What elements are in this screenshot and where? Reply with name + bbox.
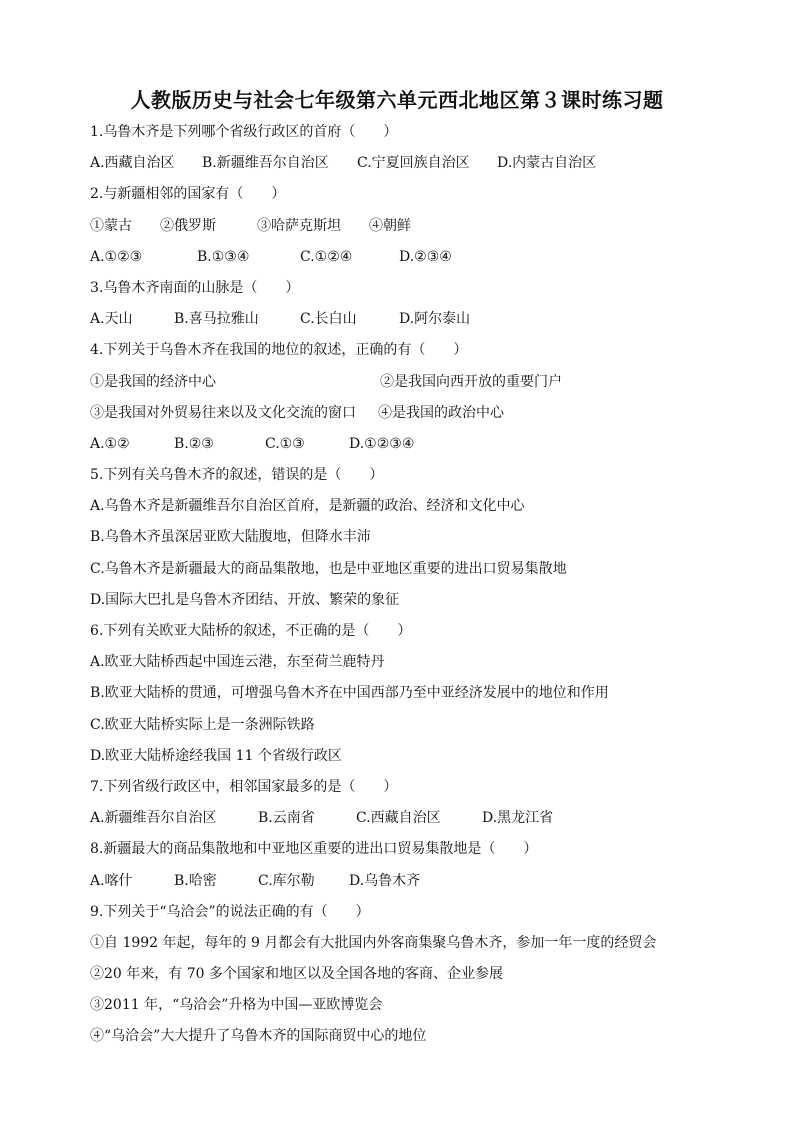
item-row [90,216,730,247]
option-c: C.宁夏回族自治区 [357,155,470,172]
item-3: ③2011 年，“乌洽会”升格为中国—亚欧博览会 [90,997,383,1014]
page-title: 人教版历史与社会七年级第六单元西北地区第３课时练习题 [130,88,664,112]
option-d: D.①②③④ [349,435,415,452]
option-c: C.①②④ [300,248,353,265]
option-a: A.①② [90,435,130,452]
question-list [90,122,730,1058]
item-4: ④是我国的政治中心 [378,404,504,421]
question-stem: 3.乌鲁木齐南面的山脉是（ ） [90,279,300,296]
option-b: B.喜马拉雅山 [174,311,259,328]
item-4: ④“乌洽会”大大提升了乌鲁木齐的国际商贸中心的地位 [90,1028,427,1045]
option-row [90,871,730,902]
option-a: A.西藏自治区 [90,155,175,172]
option-a: A.喀什 [90,872,133,889]
question-stem: 9.下列关于“乌洽会”的说法正确的有（ ） [90,903,370,920]
option-d: D.乌鲁木齐 [349,872,421,889]
item-row [90,403,730,434]
option-a: A.欧亚大陆桥西起中国连云港，东至荷兰鹿特丹 [90,654,385,671]
option-a: A.新疆维吾尔自治区 [90,810,217,827]
question-stem: 4.下列关于乌鲁木齐在我国的地位的叙述，正确的有（ ） [90,342,468,359]
option-b: B.新疆维吾尔自治区 [202,155,329,172]
option-row [90,309,730,340]
option-b: B.乌鲁木齐虽深居亚欧大陆腹地，但降水丰沛 [90,529,371,546]
item-2: ②俄罗斯 [160,217,216,234]
option-b: B.云南省 [258,810,315,827]
option-a: A.乌鲁木齐是新疆维吾尔自治区首府，是新疆的政治、经济和文化中心 [90,498,525,515]
option-d: D.内蒙古自治区 [497,155,597,172]
option-a: A.①②③ [90,248,143,265]
option-b: B.②③ [174,435,214,452]
item-2: ②20 年来，有 70 多个国家和地区以及全国各地的客商、企业参展 [90,966,503,983]
option-a: A.天山 [90,311,133,328]
item-3: ③是我国对外贸易往来以及文化交流的窗口 [90,404,356,421]
option-d: D.②③④ [399,248,452,265]
item-3: ③哈萨克斯坦 [257,217,341,234]
option-c: C.①③ [265,435,305,452]
item-1: ①蒙古 [90,217,132,234]
option-d: D.黑龙江省 [482,810,554,827]
option-c: C.欧亚大陆桥实际上是一条洲际铁路 [90,716,315,733]
option-d: D.阿尔泰山 [399,311,471,328]
item-1: ①是我国的经济中心 [90,373,216,390]
option-d: D.欧亚大陆桥途经我国 11 个省级行政区 [90,747,342,764]
item-2: ②是我国向西开放的重要门户 [380,373,562,390]
option-c: C.库尔勒 [258,872,315,889]
option-row [90,247,730,278]
question-stem: 6.下列有关欧亚大陆桥的叙述，不正确的是（ ） [90,623,412,639]
option-row [90,434,730,465]
item-4: ④朝鲜 [369,217,411,234]
question-stem: 2.与新疆相邻的国家有（ ） [90,186,286,203]
option-b: B.①③④ [197,248,250,265]
question-stem: 1.乌鲁木齐是下列哪个省级行政区的首府（ ） [90,124,398,140]
option-row [90,808,730,839]
question-stem: 7.下列省级行政区中，相邻国家最多的是（ ） [90,778,398,795]
option-row [90,153,730,184]
option-b: B.欧亚大陆桥的贯通，可增强乌鲁木齐在中国西部乃至中亚经济发展中的地位和作用 [90,685,609,702]
option-d: D.国际大巴扎是乌鲁木齐团结、开放、繁荣的象征 [90,591,400,608]
option-c: C.西藏自治区 [356,810,441,827]
option-b: B.哈密 [174,872,217,889]
question-stem: 8.新疆最大的商品集散地和中亚地区重要的进出口贸易集散地是（ ） [90,841,538,858]
item-row [90,372,730,403]
item-1: ①自 1992 年起，每年的 9 月都会有大批国内外客商集聚乌鲁木齐，参加一年一度的经贸会 [90,934,657,951]
option-c: C.乌鲁木齐是新疆最大的商品集散地，也是中亚地区重要的进出口贸易集散地 [90,560,567,577]
option-c: C.长白山 [300,311,357,328]
question-stem: 5.下列有关乌鲁木齐的叙述，错误的是（ ） [90,467,384,484]
